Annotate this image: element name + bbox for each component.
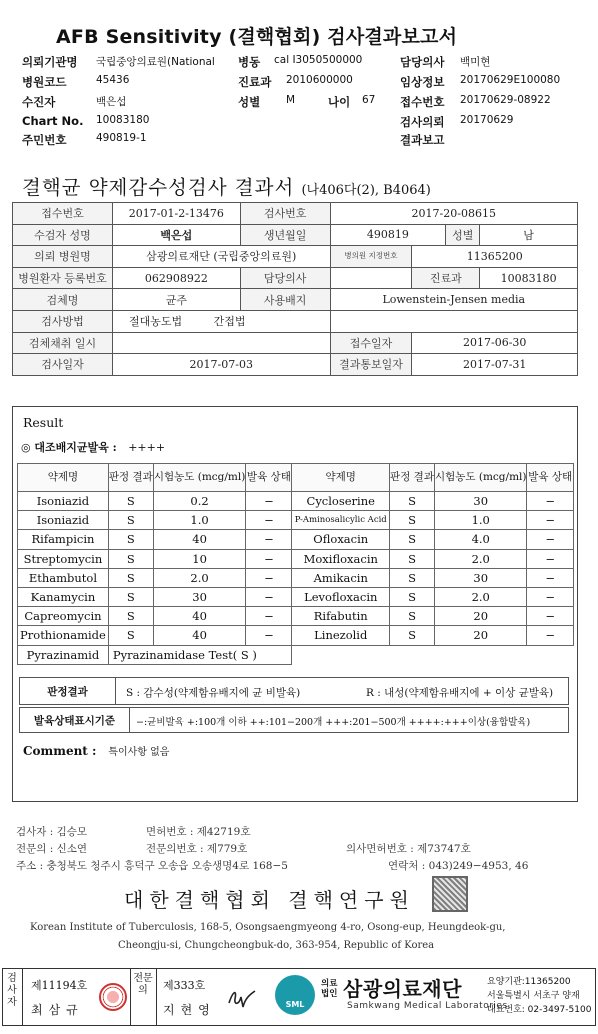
handwritten-signature-icon <box>225 985 259 1011</box>
legend-susceptible: S : 감수성(약제함유배지에 균 비발육) <box>126 687 301 699</box>
tester-line: 검사자 : 김승모 <box>16 826 88 838</box>
drug-name: Capreomycin <box>18 607 109 626</box>
table-row <box>18 511 574 530</box>
col-judge: 판정 결과 <box>108 464 153 492</box>
drug-sensitivity-table <box>17 463 574 665</box>
drug-concentration: 40 <box>153 626 246 645</box>
info-label: 검사방법 <box>13 310 113 332</box>
info-value: 10083180 <box>480 267 578 289</box>
info-label: 검체명 <box>13 289 113 311</box>
drug-result: S <box>390 568 435 587</box>
tester-cell <box>23 969 131 1025</box>
header-value: 45436 <box>96 74 130 86</box>
drug-name: Amikacin <box>292 568 390 587</box>
table-row <box>18 530 574 549</box>
table-row <box>18 549 574 568</box>
drug-concentration: 1.0 <box>153 511 246 530</box>
info-label: 수검자 성명 <box>13 224 113 246</box>
contact-line: 연락처 : 043)249−4953, 46 <box>388 860 529 872</box>
info-row <box>13 267 578 289</box>
header-value: 백은섭 <box>96 96 127 108</box>
brand-name: 삼광의료재단 <box>343 977 462 1001</box>
drug-concentration: 40 <box>153 607 246 626</box>
personal-stamp-icon <box>99 983 127 1011</box>
drug-concentration: 1.0 <box>434 511 527 530</box>
document-form-code: (나406다(2), B4064) <box>301 183 431 198</box>
drug-name: Rifampicin <box>18 530 109 549</box>
header-label: Chart No. <box>22 114 84 128</box>
header-value: cal I3050500000 <box>274 54 363 66</box>
info-label-small: 병의원 지정번호 <box>344 251 398 261</box>
info-value: 남 <box>480 224 578 246</box>
drug-growth: − <box>246 626 292 645</box>
header-value: 20170629 <box>460 114 514 126</box>
info-row <box>13 354 578 376</box>
table-row <box>18 607 574 626</box>
drug-growth: − <box>527 626 574 645</box>
drug-growth: − <box>527 530 574 549</box>
header-label: 접수번호 <box>400 95 445 109</box>
header-value: 490819-1 <box>96 132 147 144</box>
drug-result: S <box>108 530 153 549</box>
info-row <box>13 203 578 225</box>
judgement-legend <box>19 677 569 705</box>
table-row <box>18 568 574 587</box>
drug-concentration: 4.0 <box>434 530 527 549</box>
drug-concentration: 30 <box>153 587 246 606</box>
report-title: AFB Sensitivity (결핵협회) 검사결과보고서 <box>56 26 458 48</box>
patient-info-table <box>12 202 578 376</box>
header-label: 주민번호 <box>22 133 67 147</box>
document-title-text: 결핵균 약제감수성검사 결과서 <box>22 176 295 199</box>
info-value: 삼광의료재단 (국립중앙의료원) <box>112 246 330 268</box>
empty-cell <box>292 645 574 664</box>
drug-growth: − <box>246 530 292 549</box>
col-drug: 약제명 <box>292 464 390 492</box>
result-label: Result <box>23 415 64 430</box>
drug-concentration: 20 <box>434 607 527 626</box>
col-judge: 판정 결과 <box>390 464 435 492</box>
info-label: 담당의사 <box>240 267 330 289</box>
drug-name: Moxifloxacin <box>292 549 390 568</box>
drug-result: S <box>390 492 435 511</box>
info-label: 검사번호 <box>240 203 330 225</box>
drug-concentration: 2.0 <box>434 549 527 568</box>
drug-result: S <box>390 607 435 626</box>
header-value: 20170629-08922 <box>460 94 551 106</box>
header-label: 의뢰기관명 <box>22 55 78 69</box>
drug-name: Isoniazid <box>18 492 109 511</box>
col-growth: 발육 상태 <box>246 464 292 492</box>
drug-growth: − <box>246 511 292 530</box>
header-label: 수진자 <box>22 95 56 109</box>
drug-result: S <box>390 530 435 549</box>
table-row <box>18 492 574 511</box>
header-label: 검사의뢰 <box>400 115 445 129</box>
growth-legend <box>19 707 569 733</box>
brand-name-en: Samkwang Medical Laboratories <box>347 1001 508 1011</box>
drug-growth: − <box>246 568 292 587</box>
info-row <box>13 332 578 354</box>
drug-concentration: 0.2 <box>153 492 246 511</box>
drug-table-header <box>18 464 574 492</box>
info-value: 백은섭 <box>112 224 240 246</box>
drug-result: S <box>390 626 435 645</box>
header-value: 20170629E100080 <box>460 74 561 86</box>
specialist-line: 전문의 : 신소연 <box>16 843 88 855</box>
info-value: 2017-07-03 <box>112 354 330 376</box>
header-label: 결과보고 <box>400 133 445 147</box>
drug-name: Levofloxacin <box>292 587 390 606</box>
specialist-number: 전문의번호 : 제779호 <box>146 843 248 855</box>
method-1: 절대농도법 <box>128 315 183 329</box>
drug-concentration: 20 <box>434 626 527 645</box>
legend-resistant: R : 내성(약제함유배지에 + 이상 균발육) <box>366 687 554 699</box>
growth-legend-label: 발육상태표시기준 <box>20 708 130 732</box>
info-row <box>13 289 578 311</box>
drug-result: S <box>390 511 435 530</box>
header-value: M <box>286 94 296 106</box>
tester-license: 면허번호 : 제42719호 <box>146 826 251 838</box>
tester-vertical-label-cell <box>3 969 23 1025</box>
scanned-result-document <box>0 160 598 966</box>
drug-name: Rifabutin <box>292 607 390 626</box>
header-label: 병원코드 <box>22 75 67 89</box>
info-value: 2017-20-08615 <box>330 203 577 225</box>
header-value: 10083180 <box>96 114 150 126</box>
drug-growth: − <box>527 607 574 626</box>
info-label: 접수일자 <box>330 332 412 354</box>
drug-name: Streptomycin <box>18 549 109 568</box>
drug-growth: − <box>246 607 292 626</box>
info-value: 11365200 <box>412 246 578 268</box>
header-label: 성별 <box>238 95 261 109</box>
drug-test-result: Pyrazinamidase Test( S ) <box>108 645 292 664</box>
info-value: 062908922 <box>112 267 240 289</box>
brand-prefix: 의료 법인 <box>321 979 338 999</box>
signature-bar <box>2 968 596 1026</box>
drug-result: S <box>390 549 435 568</box>
info-label: 결과통보일자 <box>330 354 412 376</box>
drug-concentration: 2.0 <box>434 587 527 606</box>
organization-address-en-1: Korean Institute of Tuberculosis, 168-5, Osongsaengmyeong 4-ro, Osong-eup, Heungdeok-gu, <box>30 922 506 933</box>
col-conc: 시험농도 (mcg/ml) <box>153 464 246 492</box>
header-value: 백미현 <box>460 56 491 68</box>
drug-growth: − <box>527 587 574 606</box>
header-value: 67 <box>362 94 376 106</box>
control-medium-growth <box>21 439 165 455</box>
drug-name: Ofloxacin <box>292 530 390 549</box>
info-value <box>112 310 330 332</box>
info-value: 균주 <box>112 289 240 311</box>
tester-vertical-label: 검사자 <box>7 973 17 1008</box>
table-row <box>18 645 574 664</box>
drug-result: S <box>108 492 153 511</box>
comment-label: Comment : <box>23 744 97 758</box>
brand-info-line: 서울특별시 서초구 양재 <box>487 991 580 1001</box>
brand-info-line: 대표번호: 02-3497-5100 <box>487 1005 592 1015</box>
info-label: 병원환자 등록번호 <box>13 267 113 289</box>
comment <box>23 743 169 758</box>
drug-result: S <box>108 549 153 568</box>
doctor-license: 의사면허번호 : 제73747호 <box>346 843 471 855</box>
col-growth: 발육 상태 <box>527 464 574 492</box>
info-label: 생년월일 <box>240 224 330 246</box>
header-label: 담당의사 <box>400 55 445 69</box>
drug-concentration: 30 <box>434 492 527 511</box>
info-row <box>13 246 578 268</box>
col-conc: 시험농도 (mcg/ml) <box>434 464 527 492</box>
specialist-name: 지현영 <box>163 1003 216 1017</box>
info-label: 의뢰 병원명 <box>13 246 113 268</box>
info-value <box>330 267 412 289</box>
drug-growth: − <box>527 549 574 568</box>
drug-growth: − <box>527 492 574 511</box>
drug-growth: − <box>527 511 574 530</box>
drug-result: S <box>108 568 153 587</box>
drug-growth: − <box>246 492 292 511</box>
drug-result: S <box>108 626 153 645</box>
comment-text: 특이사항 없음 <box>108 747 170 758</box>
drug-name: Kanamycin <box>18 587 109 606</box>
drug-growth: − <box>527 568 574 587</box>
table-row <box>18 626 574 645</box>
info-label: 진료과 <box>412 267 480 289</box>
info-label: 성별 <box>446 224 480 246</box>
header-label: 나이 <box>328 95 351 109</box>
brand-info-line: 요양기관:11365200 <box>487 977 571 987</box>
drug-name: Pyrazinamid <box>18 645 109 664</box>
header-label: 진료과 <box>238 75 272 89</box>
info-row <box>13 310 578 332</box>
drug-growth: − <box>246 587 292 606</box>
drug-result: S <box>390 587 435 606</box>
specialist-vertical-label: 전문의 <box>133 973 153 996</box>
control-label: ◎ 대조배지균발육 : <box>21 441 117 454</box>
judgement-legend-label: 판정결과 <box>20 678 116 704</box>
address-line: 주소 : 충청북도 청주시 흥덕구 오송읍 오송생명4로 168−5 <box>16 860 288 872</box>
info-value: 490819 <box>330 224 446 246</box>
result-section <box>12 406 578 802</box>
document-title <box>22 172 431 200</box>
info-value <box>330 310 577 332</box>
organization-address-en-2: Cheongju-si, Chungcheongbuk-do, 363-954, Republic of Korea <box>118 940 435 951</box>
official-seal-icon <box>432 876 468 912</box>
specialist-cell <box>157 969 267 1025</box>
sml-logo-icon: SML <box>275 975 315 1015</box>
info-value: Lowenstein-Jensen media <box>330 289 577 311</box>
drug-table-body <box>18 492 574 646</box>
table-row <box>18 587 574 606</box>
drug-name: Prothionamide <box>18 626 109 645</box>
header-label: 병동 <box>238 55 261 69</box>
tester-license-no: 제11194호 <box>31 979 88 992</box>
info-label: 검사일자 <box>13 354 113 376</box>
info-value: 2017-01-2-13476 <box>112 203 240 225</box>
drug-concentration: 40 <box>153 530 246 549</box>
drug-result: S <box>108 607 153 626</box>
drug-concentration: 2.0 <box>153 568 246 587</box>
specialist-vertical-label-cell <box>131 969 157 1025</box>
control-value: ++++ <box>128 441 166 454</box>
drug-name: Ethambutol <box>18 568 109 587</box>
drug-name: Isoniazid <box>18 511 109 530</box>
drug-concentration: 10 <box>153 549 246 568</box>
info-value <box>112 332 330 354</box>
specialist-license-no: 제333호 <box>163 979 206 992</box>
info-value: 2017-07-31 <box>412 354 578 376</box>
header-value: 국립중앙의료원(National <box>96 56 215 68</box>
col-drug: 약제명 <box>18 464 109 492</box>
info-label: 검체채취 일시 <box>13 332 113 354</box>
drug-result: S <box>108 511 153 530</box>
drug-concentration: 30 <box>434 568 527 587</box>
drug-growth: − <box>246 549 292 568</box>
method-2: 간접법 <box>213 315 246 329</box>
header-label: 임상정보 <box>400 75 445 89</box>
organization-name: 대한결핵협회 결핵연구원 <box>124 888 415 912</box>
info-value: 2017-06-30 <box>412 332 578 354</box>
info-label: 사용배지 <box>240 289 330 311</box>
header-value: 2010600000 <box>286 74 353 86</box>
info-row <box>13 224 578 246</box>
drug-name: Linezolid <box>292 626 390 645</box>
tester-name: 최삼규 <box>31 1003 84 1017</box>
info-label: 접수번호 <box>13 203 113 225</box>
drug-name: Cycloserine <box>292 492 390 511</box>
drug-name: P-Aminosalicylic Acid <box>292 511 390 530</box>
drug-result: S <box>108 587 153 606</box>
info-label <box>330 246 412 268</box>
brand-contact-info <box>487 975 591 1017</box>
growth-legend-text: −:균비발육 +:100개 이하 ++:101−200개 +++:201−500개 ++++:+++이상(융합발육) <box>136 717 531 728</box>
